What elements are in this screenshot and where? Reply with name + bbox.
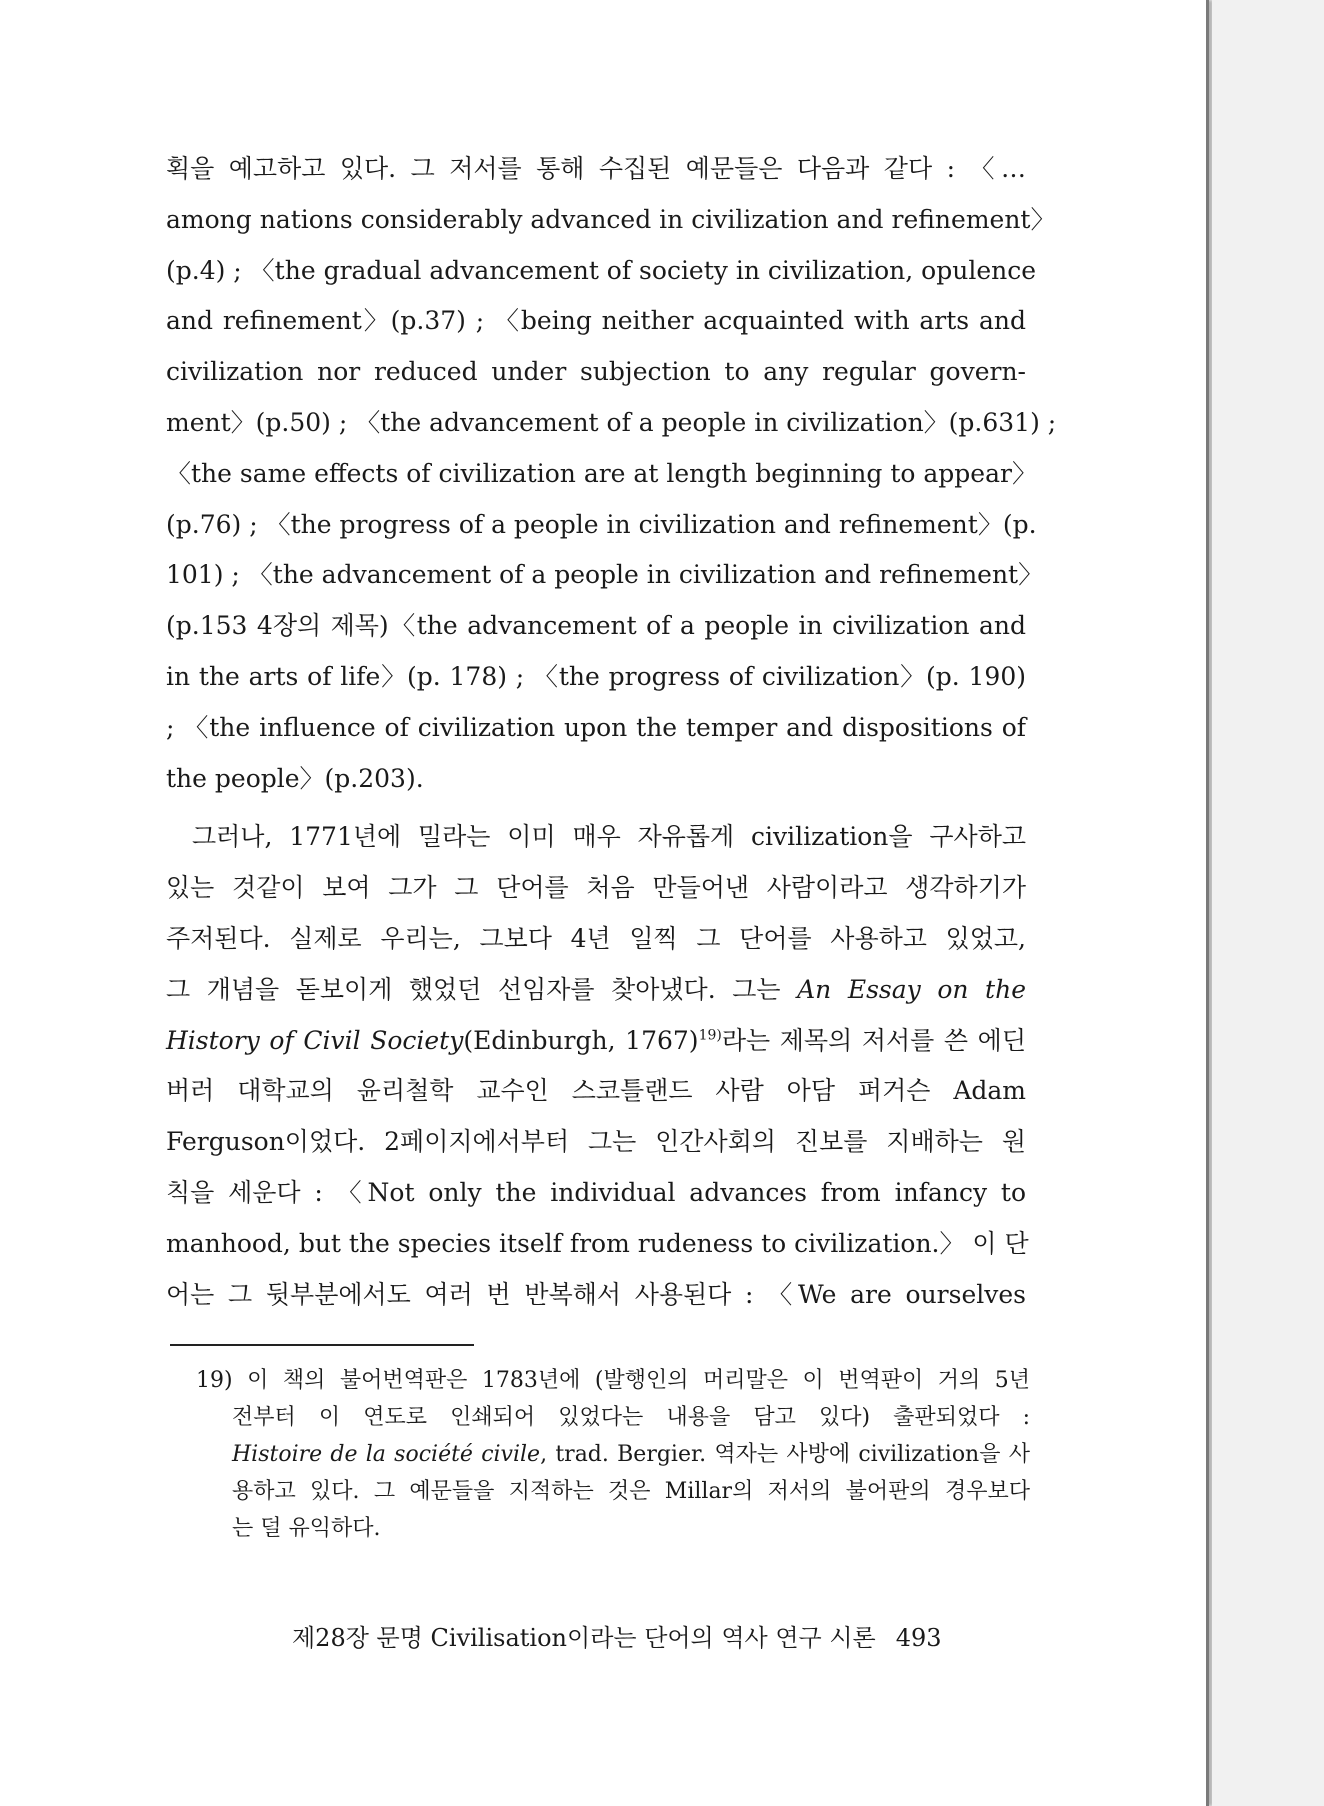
text-line: among nations considerably advanced in civilization and refinement〉: [166, 204, 1056, 234]
footnote-divider: [170, 1344, 474, 1346]
text-segment: , trad. Bergier. 역자는 사방에 civilization을 사: [540, 1442, 1030, 1467]
footnote-line: [196, 1436, 1030, 1473]
text-line: 칙을 세운다 : 〈Not only the individual advances from infancy to: [166, 1177, 1026, 1207]
book-title-italic: Histoire de la société civile: [232, 1442, 541, 1467]
text-line: manhood, but the species itself from rudeness to civilization.〉 이 단: [166, 1228, 1029, 1258]
footnote: [196, 1362, 1030, 1547]
text-line: 획을 예고하고 있다. 그 저서를 통해 수집된 예문들은 다음과 같다 : 〈…: [166, 154, 1026, 183]
text-segment: (Edinburgh, 1767): [463, 1025, 699, 1055]
text-line: (p.76) ; 〈the progress of a people in civilization and refinement〉(p.: [166, 509, 1037, 539]
text-line: civilization nor reduced under subjection to any regular govern-: [166, 357, 1026, 387]
footnote-line: 용하고 있다. 그 예문들을 지적하는 것은 Millar의 저서의 불어판의 경우보다: [232, 1479, 1030, 1504]
text-line: (p.153 4장의 제목)〈the advancement of a people in civilization and: [166, 611, 1026, 641]
footnote-ref: 19): [698, 1027, 722, 1044]
text-line: [166, 1016, 1026, 1067]
text-line: 버러 대학교의 윤리철학 교수인 스코틀랜드 사람 아담 퍼거슨 Adam: [166, 1076, 1026, 1106]
main-text: [166, 144, 1057, 1320]
text-line: 〈the same effects of civilization are at length beginning to appear〉: [166, 458, 1037, 488]
text-line: [166, 965, 1026, 1016]
footnote-line: 전부터 이 연도로 인쇄되어 있었다는 내용을 담고 있다) 출판되었다 :: [232, 1405, 1030, 1430]
text-line: ment〉(p.50) ; 〈the advancement of a people in civilization〉(p.631) ;: [166, 407, 1057, 437]
text-line: Ferguson이었다. 2페이지에서부터 그는 인간사회의 진보를 지배하는 원: [166, 1127, 1026, 1157]
footnote-line: 19) 이 책의 불어번역판은 1783년에 (발행인의 머리말은 이 번역판이 거의 5년: [196, 1368, 1030, 1393]
chapter-title: 제28장 문명 Civilisation이라는 단어의 역사 연구 시론: [292, 1624, 876, 1652]
text-line: 있는 것같이 보여 그가 그 단어를 처음 만들어낸 사람이라고 생각하기가: [166, 873, 1026, 903]
text-line: ; 〈the influence of civilization upon the temper and dispositions of: [166, 712, 1026, 742]
text-segment: 라는 제목의 저서를 쓴 에딘: [721, 1025, 1026, 1055]
viewer-margin: [1212, 0, 1324, 1806]
text-line: 그러나, 1771년에 밀라는 이미 매우 자유롭게 civilization을 구사하고: [192, 822, 1026, 852]
text-line: 101) ; 〈the advancement of a people in civilization and refinement〉: [166, 560, 1044, 590]
text-segment: 그 개념을 돋보이게 했었던 선임자를 찾아냈다. 그는: [166, 974, 798, 1004]
text-line: (p.4) ; 〈the gradual advancement of society in civilization, opulence: [166, 255, 1037, 285]
page-number: 493: [895, 1624, 942, 1652]
text-line: and refinement〉(p.37) ; 〈being neither acquainted with arts and: [166, 306, 1026, 336]
book-title-italic: An Essay on the: [797, 974, 1026, 1004]
text-line: the people〉(p.203).: [166, 763, 424, 793]
text-line: in the arts of life〉(p. 178) ; 〈the progress of civilization〉(p. 190): [166, 661, 1026, 691]
footnote-line: 는 덜 유익하다.: [232, 1516, 381, 1541]
text-line: 주저된다. 실제로 우리는, 그보다 4년 일찍 그 단어를 사용하고 있었고,: [166, 923, 1026, 953]
text-line: 어는 그 뒷부분에서도 여러 번 반복해서 사용된다 : 〈We are ourselves: [166, 1279, 1026, 1309]
book-title-italic: History of Civil Society: [166, 1025, 464, 1055]
running-footer: [292, 1618, 1010, 1653]
